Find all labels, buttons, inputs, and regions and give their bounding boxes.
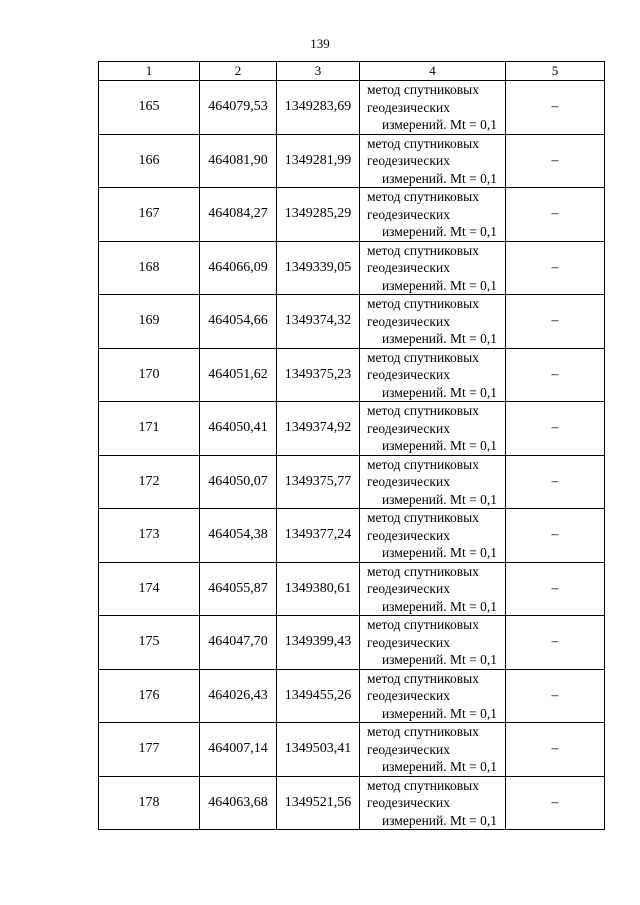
method-text-line: измерений. Mt = 0,1 [381,491,497,507]
note-cell: – [506,402,605,456]
method-cell [360,402,506,456]
point-number-cell: 177 [99,723,200,777]
page-number: 139 [310,36,330,51]
y-coordinate-cell: 1349283,69 [277,81,360,135]
y-coordinate-cell: 1349281,99 [277,134,360,188]
method-text-line: геодезических [367,795,450,810]
y-coordinate-cell: 1349503,41 [277,723,360,777]
method-cell [360,81,506,135]
method-cell [360,776,506,830]
y-coordinate-cell: 1349377,24 [277,509,360,563]
column-header-5: 5 [506,62,605,81]
table-row [99,616,605,670]
table-row [99,81,605,135]
point-number-cell: 170 [99,348,200,402]
point-number-cell: 175 [99,616,200,670]
method-text-line: геодезических [367,206,450,222]
y-coordinate-cell: 1349374,32 [277,295,360,349]
method-text-line: метод спутниковых [367,510,479,525]
method-text-line: измерений. Mt = 0,1 [381,277,497,293]
x-coordinate-cell: 464007,14 [200,723,277,777]
y-coordinate-cell: 1349339,05 [277,241,360,295]
point-number-cell: 176 [99,669,200,723]
x-coordinate-cell: 464054,66 [200,295,277,349]
method-text-line: метод спутниковых [367,563,479,579]
method-text-line: геодезических [367,634,450,650]
method-text-line: геодезических [367,313,450,329]
point-number-cell: 173 [99,509,200,563]
method-text-line: метод спутниковых [367,82,479,97]
method-text-line: геодезических [367,688,450,703]
note-cell: – [506,295,605,349]
method-text-line: измерений. Mt = 0,1 [381,384,497,400]
method-text-line: измерений. Mt = 0,1 [381,331,497,346]
method-cell [360,509,506,563]
note-cell: – [506,723,605,777]
table-row [99,295,605,349]
method-cell [360,295,506,349]
x-coordinate-cell: 464055,87 [200,562,277,616]
table-row [99,134,605,188]
method-cell [360,241,506,295]
x-coordinate-cell: 464063,68 [200,776,277,830]
note-cell: – [506,348,605,402]
method-text-line: измерений. Mt = 0,1 [381,117,497,132]
table-row [99,562,605,616]
method-cell [360,188,506,242]
table-row [99,509,605,563]
table-row [99,455,605,509]
point-number-cell: 174 [99,562,200,616]
method-text-line: измерений. Mt = 0,1 [381,170,497,186]
method-cell [360,134,506,188]
column-header-2: 2 [200,62,277,81]
method-text-line: измерений. Mt = 0,1 [381,759,497,774]
method-text-line: геодезических [367,474,450,489]
x-coordinate-cell: 464051,62 [200,348,277,402]
method-text-line: геодезических [367,581,450,596]
method-text-line: измерений. Mt = 0,1 [381,224,497,239]
method-text-line: измерений. Mt = 0,1 [381,652,497,667]
table-body [99,81,605,830]
y-coordinate-cell: 1349399,43 [277,616,360,670]
point-number-cell: 172 [99,455,200,509]
table-row [99,348,605,402]
method-text-line: метод спутниковых [367,189,479,204]
method-text-line: метод спутниковых [367,724,479,739]
method-text-line: измерений. Mt = 0,1 [381,598,497,614]
method-text-line: геодезических [367,260,450,275]
y-coordinate-cell: 1349521,56 [277,776,360,830]
method-text-line: метод спутниковых [367,456,479,472]
y-coordinate-cell: 1349375,23 [277,348,360,402]
note-cell: – [506,134,605,188]
method-text-line: измерений. Mt = 0,1 [381,545,497,560]
x-coordinate-cell: 464050,41 [200,402,277,456]
method-text-line: геодезических [367,527,450,543]
table-row [99,188,605,242]
table-row [99,241,605,295]
y-coordinate-cell: 1349380,61 [277,562,360,616]
method-cell [360,616,506,670]
note-cell: – [506,562,605,616]
note-cell: – [506,241,605,295]
column-header-3: 3 [277,62,360,81]
x-coordinate-cell: 464081,90 [200,134,277,188]
y-coordinate-cell: 1349374,92 [277,402,360,456]
y-coordinate-cell: 1349375,77 [277,455,360,509]
y-coordinate-cell: 1349285,29 [277,188,360,242]
method-text-line: метод спутниковых [367,670,479,686]
table-row [99,723,605,777]
point-number-cell: 169 [99,295,200,349]
method-cell [360,562,506,616]
note-cell: – [506,81,605,135]
method-text-line: геодезических [367,153,450,168]
point-number-cell: 166 [99,134,200,188]
point-number-cell: 168 [99,241,200,295]
x-coordinate-cell: 464047,70 [200,616,277,670]
method-text-line: измерений. Mt = 0,1 [381,705,497,721]
column-header-4: 4 [360,62,506,81]
x-coordinate-cell: 464050,07 [200,455,277,509]
note-cell: – [506,616,605,670]
note-cell: – [506,669,605,723]
method-text-line: метод спутниковых [367,349,479,365]
point-number-cell: 178 [99,776,200,830]
method-text-line: измерений. Mt = 0,1 [381,438,497,453]
method-text-line: геодезических [367,741,450,757]
method-text-line: метод спутниковых [367,403,479,418]
column-header-1: 1 [99,62,200,81]
x-coordinate-cell: 464066,09 [200,241,277,295]
method-text-line: геодезических [367,367,450,382]
table-header-row [99,62,605,81]
point-number-cell: 167 [99,188,200,242]
table-row [99,669,605,723]
x-coordinate-cell: 464079,53 [200,81,277,135]
method-cell [360,455,506,509]
note-cell: – [506,188,605,242]
method-text-line: измерений. Mt = 0,1 [381,812,497,828]
method-text-line: метод спутниковых [367,617,479,632]
method-cell [360,723,506,777]
table-row [99,402,605,456]
method-text-line: метод спутниковых [367,296,479,311]
method-text-line: геодезических [367,99,450,115]
method-text-line: геодезических [367,420,450,436]
method-cell [360,669,506,723]
method-text-line: метод спутниковых [367,777,479,793]
method-text-line: метод спутниковых [367,242,479,258]
note-cell: – [506,509,605,563]
table-row [99,776,605,830]
x-coordinate-cell: 464054,38 [200,509,277,563]
method-text-line: метод спутниковых [367,135,479,151]
x-coordinate-cell: 464084,27 [200,188,277,242]
method-cell [360,348,506,402]
y-coordinate-cell: 1349455,26 [277,669,360,723]
coordinates-table [98,61,605,830]
note-cell: – [506,455,605,509]
point-number-cell: 165 [99,81,200,135]
x-coordinate-cell: 464026,43 [200,669,277,723]
point-number-cell: 171 [99,402,200,456]
note-cell: – [506,776,605,830]
